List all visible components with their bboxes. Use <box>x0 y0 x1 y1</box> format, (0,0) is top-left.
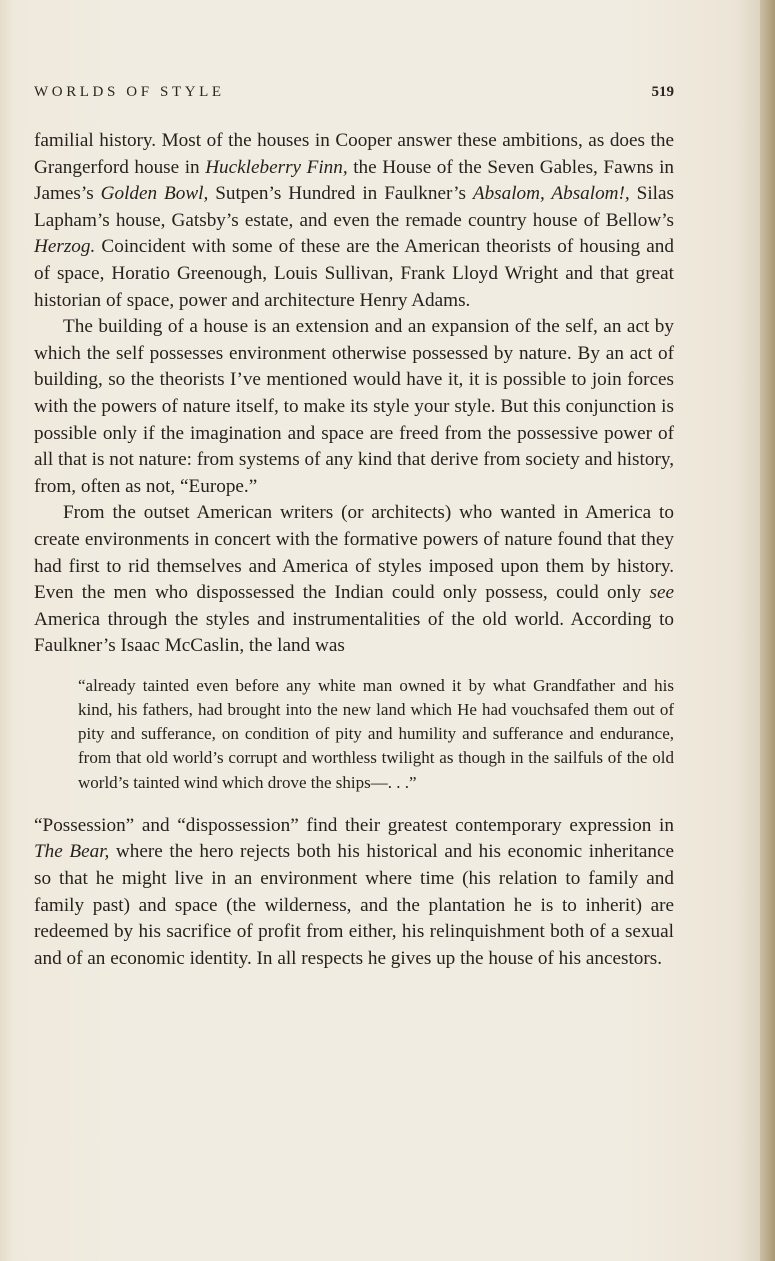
paragraph-1-text: Coincident with some of these are the American theorists of housing and of space, Horatio Greenough, Louis Sullivan, Frank Lloyd Wright and that great historian of space, power and architecture Henry Adams. <box>34 236 674 311</box>
paragraph-1-text: Sutpen’s Hundred in Faulkner’s <box>208 183 473 205</box>
paragraph-4 <box>34 813 674 973</box>
paragraph-1-text: Silas Lapham’s house, Gatsby’s estate, and even the remade country house of Bellow’s <box>34 183 674 231</box>
emphasis-see: see <box>649 582 674 604</box>
title-absalom: Absalom, Absalom!, <box>472 183 630 205</box>
page-edge <box>760 0 775 1261</box>
body-text <box>34 128 674 972</box>
paragraph-2: The building of a house is an extension and an expansion of the self, an act by which the self possesses environment otherwise possessed by nature. By an act of building, so the theorists I’ve mentioned would have it, it is possible to join forces with the powers of nature itself, to make its style your style. But this conjunction is possible only if the imagination and space are freed from the possessive power of all that is not nature: from systems of any kind that derive from society and history, from, often as not, “Europe.” <box>34 316 674 497</box>
page-number: 519 <box>651 84 674 100</box>
block-quote: “already tainted even before any white man owned it by what Grandfather and his kind, his fathers, had brought into the new land which He had vouchsafed them out of pity and sufferance, on condition of pity and humility and sufferance and endurance, from that old world’s corrupt and worthless twilight as though in the sailfuls of the old world’s tainted wind which drove the ships—. . .” <box>78 675 674 792</box>
paragraph-1-text: the House of the Seven Gables, Fawns in James’s <box>34 156 674 205</box>
running-title: WORLDS OF STYLE <box>34 84 225 100</box>
paragraph-1-text: familial history. Most of the houses in Cooper answer these ambitions, as does the Grangerford house in <box>34 130 674 178</box>
paragraph-3-text: America through the styles and instrumentalities of the old world. According to Faulkner’s Isaac McCaslin, the land was <box>34 608 674 657</box>
title-huckleberry-finn: Huckleberry Finn, <box>205 156 348 178</box>
paragraph-4-text: “Possession” and “dispossession” find their greatest contemporary expression in <box>34 814 674 836</box>
title-golden-bowl: Golden Bowl, <box>100 183 209 205</box>
running-head <box>34 84 674 106</box>
title-the-bear: The Bear, <box>34 841 110 863</box>
paragraph-4-text: where the hero rejects both his historical and his economic inheritance so that he might live in an environment where time (his relation to family and family past) and space (the wilderness, and the plantation he is to inherit) are redeemed by his sacrifice of profit from either, his relinquishment both of a sexual and of an economic identity. In all respects he gives up the house of his ancestors. <box>34 841 674 969</box>
paragraph-3-text: From the outset American writers (or architects) who wanted in America to create environments in concert with the formative powers of nature found that they had first to rid themselves and America of styles imposed upon them by history. Even the men who dispossessed the Indian could only possess, could only <box>34 502 674 604</box>
paragraph-3 <box>34 500 674 660</box>
title-herzog: Herzog. <box>34 236 96 258</box>
paragraph-1 <box>34 128 674 314</box>
